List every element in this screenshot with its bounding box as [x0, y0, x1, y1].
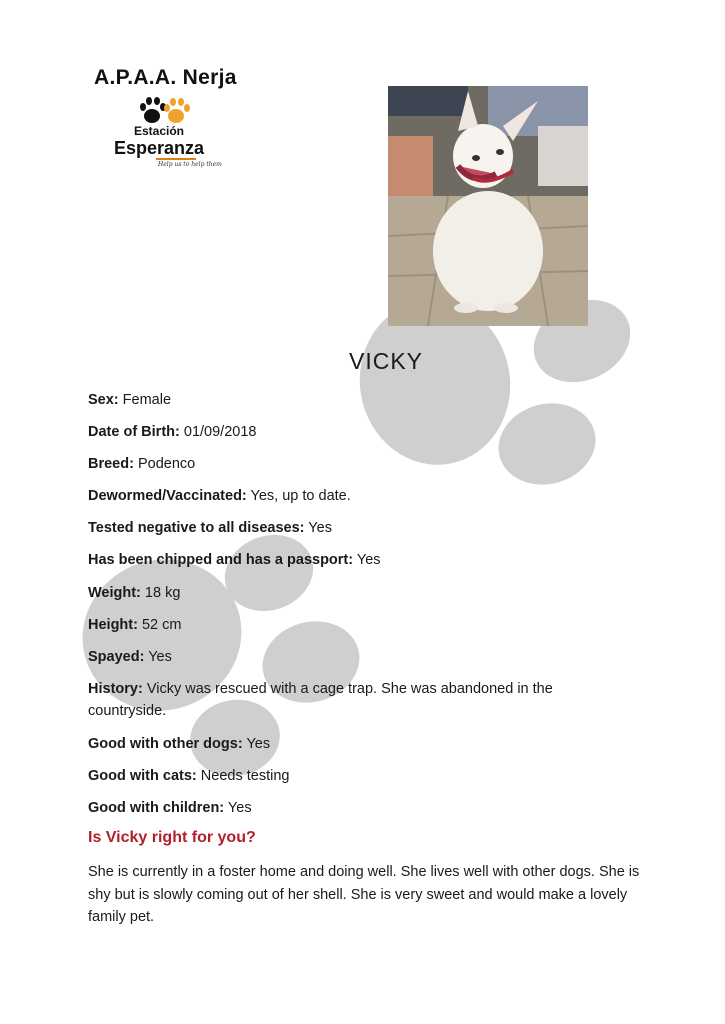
detail-label: Has been chipped and has a passport: [88, 552, 354, 568]
detail-sex [88, 389, 648, 411]
detail-value: Yes [148, 649, 172, 665]
detail-label: Good with other dogs: [88, 736, 243, 752]
dog-name-heading: VICKY [348, 348, 424, 374]
detail-label: Breed: [88, 456, 134, 472]
logo-esperanza: Esperanza [114, 138, 205, 158]
detail-label: Tested negative to all diseases: [88, 520, 305, 536]
detail-value: Yes [246, 736, 271, 752]
detail-label: Good with cats: [88, 768, 197, 784]
dog-photo-illustration [388, 86, 588, 326]
logo-tagline: Help us to help them [158, 161, 222, 168]
detail-value: Yes, up to date. [250, 488, 351, 504]
adoption-question-heading: Is Vicky right for you? [88, 829, 256, 846]
detail-label: Date of Birth: [88, 424, 180, 440]
detail-label: Weight: [88, 585, 141, 601]
detail-chipped-passport [88, 549, 648, 571]
detail-dewormed-vaccinated [88, 485, 648, 507]
detail-value: Yes [308, 520, 332, 536]
detail-good-with-children [88, 797, 648, 819]
dog-photo [388, 86, 588, 326]
detail-label: Height: [88, 617, 138, 633]
logo-divider [156, 158, 196, 160]
detail-value: 52 cm [141, 617, 182, 633]
detail-label: Good with children: [88, 800, 225, 816]
detail-value: Needs testing [200, 768, 290, 784]
adoption-summary: She is currently in a foster home and doing well. She lives well with other dogs. She is shy but is slowly coming out of her shell. She is very sweet and would make a lovely family pet. [88, 864, 640, 925]
detail-value: Podenco [137, 456, 196, 472]
detail-tested-negative [88, 517, 648, 539]
detail-label: History: [88, 681, 143, 697]
detail-date-of-birth [88, 421, 648, 443]
detail-value: 01/09/2018 [183, 424, 257, 440]
detail-value: Vicky was rescued with a cage trap. She was abandoned in the countryside. [88, 681, 553, 719]
detail-history [88, 678, 598, 722]
paw-prints-icon [138, 94, 190, 128]
detail-label: Sex: [88, 392, 119, 408]
detail-breed [88, 453, 648, 475]
detail-weight [88, 582, 648, 604]
detail-value: Yes [227, 800, 252, 816]
detail-value: 18 kg [144, 585, 181, 601]
detail-good-with-dogs [88, 733, 648, 755]
apaa-nerja-logo [90, 62, 237, 177]
detail-spayed [88, 646, 648, 668]
detail-value: Female [122, 392, 172, 408]
detail-value: Yes [356, 552, 381, 568]
logo-estacion: Estación [134, 124, 185, 138]
detail-label: Dewormed/Vaccinated: [88, 488, 247, 504]
detail-good-with-cats [88, 765, 648, 787]
detail-label: Spayed: [88, 649, 145, 665]
detail-height [88, 614, 648, 636]
logo-title: A.P.A.A. Nerja [94, 66, 237, 89]
